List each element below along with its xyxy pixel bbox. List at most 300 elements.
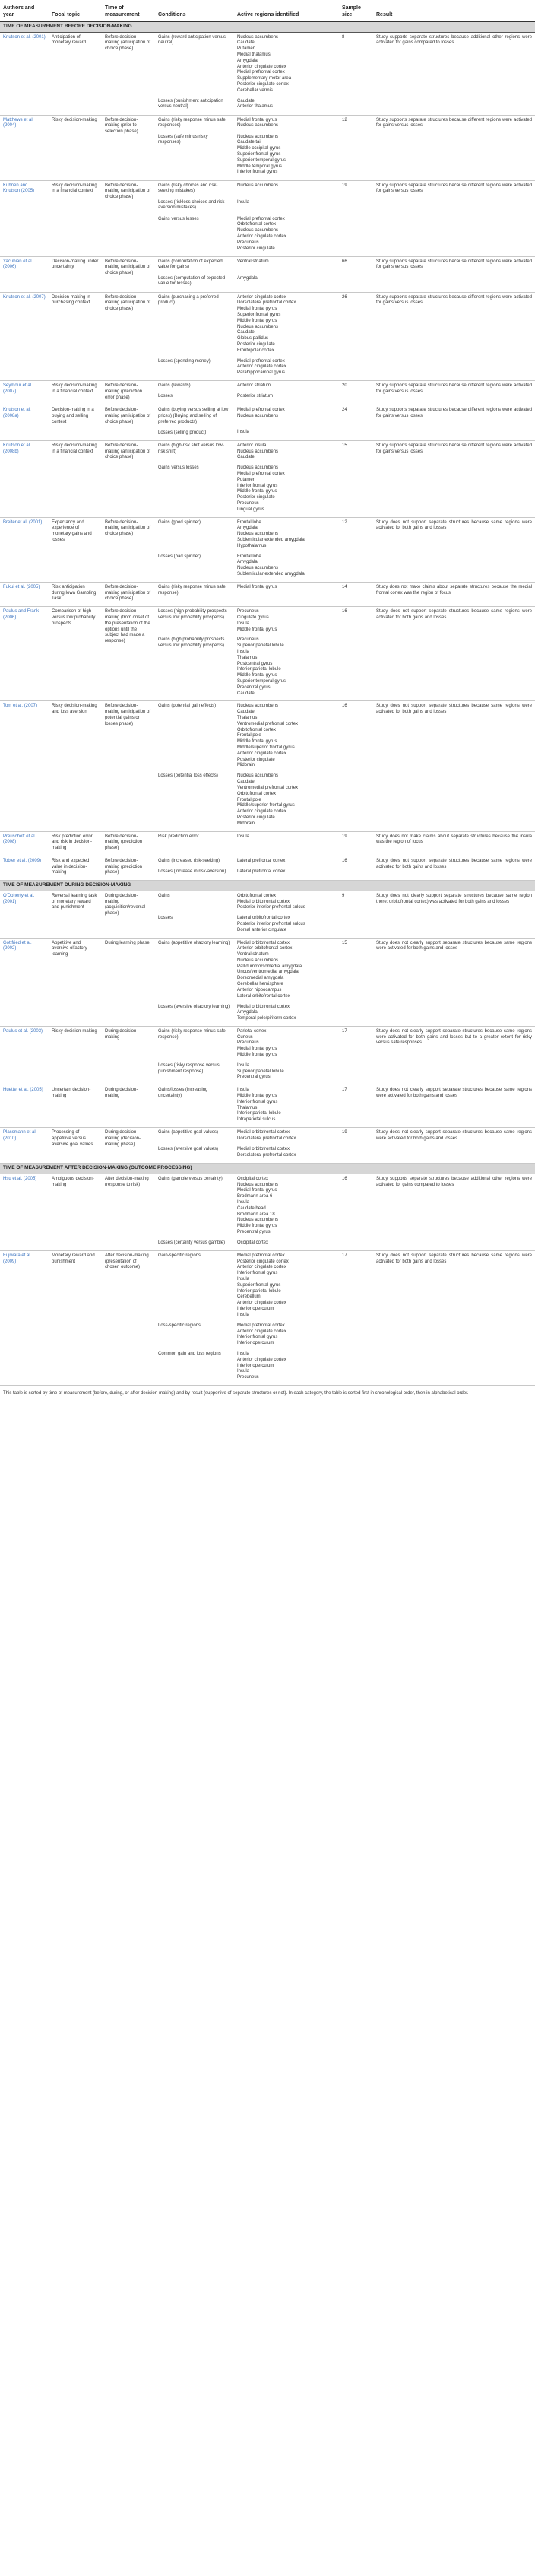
region-item: Cerebellar vermis (237, 87, 274, 93)
table-row (0, 1174, 535, 1250)
region-item: Middle frontal gyrus (237, 1053, 277, 1058)
author-cell: Fujiwara et al. (2009) (0, 1250, 49, 1385)
region-group (237, 1323, 336, 1347)
result-cell: Study does not clearly support separate structures because same regions were activated for both gains and losses but to a greater extent for risky versus safe responses (373, 1026, 535, 1085)
region-item: Orbitofrontal cortex (237, 222, 277, 227)
regions-cell (234, 292, 339, 380)
topic-cell: Risky decision-making and loss aversion (49, 701, 102, 831)
region-item: Amygdala (237, 560, 258, 565)
author-cell: Seymour et al. (2007) (0, 381, 49, 405)
topic-cell: Monetary reward and punishment (49, 1250, 102, 1385)
conditions-cell (155, 938, 234, 1026)
condition-item: Gains (potential gain effects) (158, 704, 217, 709)
author-cell: Tobler et al. (2009) (0, 856, 49, 880)
conditions-cell (155, 1174, 234, 1250)
condition-item: Losses (increase in risk-aversion) (158, 869, 226, 874)
condition-item: Losses (computation of expected value for losses) (158, 275, 226, 287)
region-item: Parietal cortex (237, 1028, 267, 1034)
time-cell: Before decision-making (anticipation of choice phase) (102, 32, 155, 115)
topic-cell: Risk and expected value in decision-making (49, 856, 102, 880)
topic-cell: Uncertain decision-making (49, 1085, 102, 1128)
region-item: Precuneus (237, 500, 259, 506)
region-group (237, 183, 336, 195)
result-cell: Study does not support separate structures because same regions were activated for both gains and losses (373, 856, 535, 880)
region-item: Nucleus accumbens (237, 532, 279, 537)
regions-cell (234, 1174, 339, 1250)
region-group (237, 834, 336, 840)
regions-cell (234, 180, 339, 256)
region-item: Inferior frontal gyrus (237, 483, 278, 488)
conditions-cell (155, 1026, 234, 1085)
table-row (0, 256, 535, 292)
region-item: Ventral striatum (237, 952, 269, 958)
conditions-cell (155, 115, 234, 180)
region-item: Medial frontal gyrus (237, 1047, 277, 1052)
region-item: Medial prefrontal cortex (237, 1253, 285, 1258)
region-group (237, 359, 336, 376)
region-item: Posterior cingulate (237, 495, 275, 500)
region-item: Medial prefrontal cortex (237, 1323, 285, 1328)
region-item: Posterior cingulate (237, 342, 275, 347)
region-item: Anterior cingulate cortex (237, 64, 286, 69)
condition-item: Gains (risky choices and risk-seeking mistakes) (158, 183, 218, 194)
region-item: Precentral gyrus (237, 1229, 271, 1234)
result-cell: Study supports separate structures because different regions were activated for gains versus losses (373, 256, 535, 292)
region-item: Middle frontal gyrus (237, 489, 277, 494)
result-cell: Study supports separate structures because different regions were activated for gains versus losses (373, 292, 535, 380)
region-item: Posterior cingulate cortex (237, 1259, 289, 1264)
author-cell: Hsu et al. (2005) (0, 1174, 49, 1250)
table-row (0, 1128, 535, 1164)
region-item: Putamen (237, 477, 256, 482)
region-item: Insula (237, 1312, 250, 1317)
region-group (237, 118, 336, 130)
region-item: Medial prefrontal cortex (237, 408, 285, 413)
topic-cell: Risky decision-making (49, 1026, 102, 1085)
region-group (237, 408, 336, 425)
section-row (0, 881, 535, 891)
author-cell: Knutson et al. (2008b) (0, 440, 49, 517)
region-item: Inferior parietal lobule (237, 667, 281, 672)
region-item: Anterior orbitofrontal cortex (237, 946, 293, 951)
conditions-cell (155, 582, 234, 606)
region-item: Caudate (237, 330, 255, 335)
region-item: Superior parietal lobule (237, 643, 284, 649)
sample-size-cell: 8 (339, 32, 373, 115)
region-item: Frontal lobe (237, 519, 261, 525)
table-row (0, 381, 535, 405)
region-item: Posterior cingulate (237, 815, 275, 820)
region-group (237, 1253, 336, 1319)
time-cell: During decision-making (decision-making phase) (102, 1128, 155, 1164)
region-item: Nucleus accumbens (237, 183, 279, 188)
condition-item: Gains (158, 893, 170, 898)
region-item: Caudate (237, 98, 255, 103)
table-row (0, 831, 535, 856)
conditions-cell (155, 292, 234, 380)
author-cell: Knutson et al. (2001) (0, 32, 49, 115)
condition-item: Gains (risky response minus safe response) (158, 584, 226, 596)
region-item: Occipital cortex (237, 1240, 269, 1245)
region-item: Supplementary motor area (237, 76, 292, 81)
topic-cell: Decision-making in purchasing context (49, 292, 102, 380)
region-item: Inferior parietal lobule (237, 1111, 281, 1116)
table-row (0, 607, 535, 701)
result-cell: Study supports separate structures because different regions were activated for gains versus losses (373, 180, 535, 256)
region-group (237, 1240, 336, 1247)
condition-item: Gains (risky response minus safe response) (158, 1028, 226, 1040)
region-item: Globus pallidus (237, 336, 269, 341)
region-item: Ventral striatum (237, 259, 269, 264)
region-item: Posterior inferior prefrontal sulcus (237, 905, 305, 910)
table-row (0, 1250, 535, 1385)
region-group (237, 465, 336, 513)
region-group (237, 1088, 336, 1123)
regions-cell (234, 32, 339, 115)
region-item: Superior frontal gyrus (237, 152, 281, 157)
header-time: Time of measurement (102, 0, 155, 22)
result-cell: Study supports separate structures because different regions were activated for gains versus losses (373, 405, 535, 440)
region-group (237, 200, 336, 212)
time-cell: Before decision-making (prediction phase) (102, 856, 155, 880)
author-cell: Tom et al. (2007) (0, 701, 49, 831)
time-cell: After decision-making (response to risk) (102, 1174, 155, 1250)
region-item: Posterior cingulate (237, 757, 275, 762)
result-cell: Study does not clearly support separate structures because same regions were activated for both gains and losses (373, 938, 535, 1026)
result-cell: Study does not support separate structures because same regions were activated for both gains and losses (373, 701, 535, 831)
regions-cell (234, 517, 339, 582)
region-item: Caudate (237, 710, 255, 715)
region-item: Lateral prefrontal cortex (237, 869, 286, 874)
table-header (0, 0, 535, 22)
region-group (237, 894, 336, 911)
region-group (237, 35, 336, 94)
region-group (237, 1005, 336, 1022)
region-item: Inferior frontal gyrus (237, 1271, 278, 1276)
region-item: Precentral gyrus (237, 1075, 271, 1080)
region-item: Superior temporal gyrus (237, 678, 286, 684)
region-item: Pallidum/dorsomedial amygdala (237, 964, 302, 969)
region-item: Caudate (237, 691, 255, 696)
topic-cell: Risky decision-making (49, 115, 102, 180)
region-group (237, 916, 336, 933)
region-item: Insula (237, 621, 250, 626)
region-item: Anterior cingulate cortex (237, 809, 286, 815)
header-result: Result (373, 0, 535, 22)
header-regions: Active regions identified (234, 0, 339, 22)
region-item: Medial frontal gyrus (237, 1188, 277, 1193)
table-row (0, 701, 535, 831)
region-item: Medial prefrontal cortex (237, 471, 285, 476)
region-group (237, 869, 336, 875)
region-item: Nucleus accumbens (237, 134, 279, 139)
region-item: Inferior operculum (237, 1341, 274, 1346)
region-item: Anterior insula (237, 443, 267, 448)
topic-cell: Decision-making under uncertainty (49, 256, 102, 292)
region-group (237, 99, 336, 111)
author-cell: Breiter et al. (2001) (0, 517, 49, 582)
conditions-cell (155, 517, 234, 582)
time-cell: Before decision-making (prior to selection phase) (102, 115, 155, 180)
region-item: Inferior operculum (237, 1363, 274, 1368)
table-row (0, 517, 535, 582)
region-item: Sublenticular extended amygdala (237, 571, 305, 577)
condition-item: Losses (selling product) (158, 430, 207, 435)
section-row (0, 1164, 535, 1174)
region-item: Middle frontal gyrus (237, 318, 277, 323)
region-item: Nucleus accumbens (237, 1218, 279, 1223)
region-item: Dorsolateral prefrontal cortex (237, 300, 296, 306)
region-item: Anterior hippocampus (237, 987, 282, 993)
region-item: Amygdala (237, 1010, 258, 1015)
region-item: Middle frontal gyrus (237, 1094, 277, 1099)
result-cell: Study does not support separate structures because same regions were activated for both gains and losses (373, 1250, 535, 1385)
sample-size-cell: 15 (339, 440, 373, 517)
region-item: Uncus/ventromedial amygdala (237, 970, 299, 975)
table-row (0, 1026, 535, 1085)
region-item: Dorsolateral prefrontal cortex (237, 1153, 296, 1158)
topic-cell: Risk prediction error and risk in decision-making (49, 831, 102, 856)
section-row (0, 22, 535, 32)
region-item: Superior parietal lobule (237, 1069, 284, 1074)
region-item: Superior frontal gyrus (237, 313, 281, 318)
region-group (237, 1029, 336, 1059)
conditions-cell (155, 180, 234, 256)
condition-item: Gains (high-risk shift versus low-risk shift) (158, 443, 224, 454)
region-item: Middle frontal gyrus (237, 673, 277, 678)
region-item: Dorsolateral prefrontal cortex (237, 1136, 296, 1142)
conditions-cell (155, 891, 234, 938)
header-author: Authors and year (0, 0, 49, 22)
regions-cell (234, 1250, 339, 1385)
region-item: Insula (237, 1088, 250, 1093)
result-cell: Study supports separate structures because different regions were activated for gains versus losses (373, 381, 535, 405)
table-row (0, 32, 535, 115)
author-cell: Gottfried et al. (2002) (0, 938, 49, 1026)
region-item: Insula (237, 649, 250, 654)
condition-item: Risk prediction error (158, 834, 199, 839)
condition-item: Losses (punishment anticipation versus neutral) (158, 98, 223, 110)
region-item: Precuneus (237, 637, 259, 643)
region-group (237, 1352, 336, 1381)
region-item: Nucleus accumbens (237, 324, 279, 329)
region-group (237, 609, 336, 633)
topic-cell: Reversal learning task of monetary reward and punishment (49, 891, 102, 938)
region-item: Cingulate gyrus (237, 615, 269, 620)
region-item: Nucleus accumbens (237, 449, 279, 454)
result-cell: Study supports separate structures because additional other regions were activated for gains compared to losses (373, 32, 535, 115)
region-group (237, 941, 336, 1000)
region-item: Caudate (237, 455, 255, 460)
condition-item: Common gain and loss regions (158, 1351, 221, 1356)
region-group (237, 443, 336, 461)
table-row (0, 115, 535, 180)
region-item: Middle occipital gyrus (237, 146, 281, 151)
region-group (237, 1063, 336, 1081)
condition-item: Gains (good spinner) (158, 519, 201, 525)
section-title: TIME OF MEASUREMENT AFTER DECISION-MAKING (OUTCOME PROCESSING) (0, 1164, 535, 1174)
result-cell: Study supports separate structures because different regions were activated for gains versus losses (373, 440, 535, 517)
conditions-cell (155, 256, 234, 292)
region-item: Medial orbitofrontal cortex (237, 899, 290, 904)
region-item: Posterior cingulate cortex (237, 82, 289, 87)
region-item: Insula (237, 1062, 250, 1068)
region-item: Medial prefrontal cortex (237, 358, 285, 364)
time-cell: Before decision-making (anticipation of choice phase) (102, 517, 155, 582)
condition-item: Loss-specific regions (158, 1323, 201, 1328)
region-item: Temporal pole/piriform cortex (237, 1016, 296, 1021)
region-item: Superior temporal gyrus (237, 157, 286, 163)
region-item: Precuneus (237, 240, 259, 245)
region-item: Dorsal anterior cingulate (237, 927, 287, 932)
region-item: Posterior striatum (237, 394, 274, 399)
region-item: Precuneus (237, 1375, 259, 1380)
region-item: Ventromedial prefrontal cortex (237, 785, 299, 790)
region-group (237, 394, 336, 400)
region-item: Dorsomedial amygdala (237, 976, 284, 981)
result-cell: Study does not support separate structures because same regions were activated for both gains and losses (373, 607, 535, 701)
condition-item: Losses (safe minus risky responses) (158, 134, 208, 145)
condition-item: Gains (rewards) (158, 383, 191, 389)
region-item: Caudate (237, 780, 255, 785)
condition-item: Gains (increased risk-seeking) (158, 858, 220, 863)
author-cell: Preuschoff et al. (2008) (0, 831, 49, 856)
sample-size-cell: 19 (339, 180, 373, 256)
regions-cell (234, 256, 339, 292)
condition-item: Losses (risky response versus punishment response) (158, 1062, 220, 1074)
region-item: Anterior cingulate cortex (237, 234, 286, 240)
region-item: Insula (237, 1351, 250, 1356)
sample-size-cell: 24 (339, 405, 373, 440)
region-item: Brodmann area 18 (237, 1212, 275, 1217)
region-item: Cuneus (237, 1034, 253, 1040)
conditions-cell (155, 440, 234, 517)
region-group (237, 135, 336, 176)
region-item: Insula (237, 834, 250, 839)
topic-cell: Decision-making in a buying and selling context (49, 405, 102, 440)
author-cell: Fukui et al. (2005) (0, 582, 49, 606)
region-item: Posterior inferior prefrontal sulcus (237, 921, 305, 926)
topic-cell: Processing of appetitive versus aversive goal values (49, 1128, 102, 1164)
sample-size-cell: 12 (339, 115, 373, 180)
topic-cell: Risky decision-making in a financial context (49, 440, 102, 517)
condition-item: Losses (bad spinner) (158, 554, 201, 559)
time-cell: Before decision-making (prediction error phase) (102, 381, 155, 405)
region-group (237, 276, 336, 288)
author-cell: Knutson et al. (2008a) (0, 405, 49, 440)
region-item: Frontal lobe (237, 554, 261, 559)
region-item: Medial frontal gyrus (237, 307, 277, 312)
region-item: Nucleus accumbens (237, 1182, 279, 1187)
region-item: Putamen (237, 46, 256, 52)
sample-size-cell: 9 (339, 891, 373, 938)
regions-cell (234, 701, 339, 831)
condition-item: Losses (certainty versus gamble) (158, 1240, 226, 1245)
sample-size-cell: 19 (339, 1128, 373, 1164)
time-cell: Before decision-making (anticipation of choice phase) (102, 180, 155, 256)
region-item: Medial prefrontal cortex (237, 216, 285, 221)
regions-cell (234, 938, 339, 1026)
regions-cell (234, 405, 339, 440)
region-group (237, 383, 336, 389)
region-item: Medial orbitofrontal cortex (237, 1004, 290, 1009)
region-item: Medial thalamus (237, 52, 271, 58)
header-conditions: Conditions (155, 0, 234, 22)
region-item: Precuneus (237, 1040, 259, 1046)
region-item: Anterior cingulate cortex (237, 1357, 286, 1362)
topic-cell: Risky decision-making in a financial context (49, 180, 102, 256)
table-body (0, 22, 535, 1386)
header-size: Sample size (339, 0, 373, 22)
condition-item: Gains (appetitive olfactory learning) (158, 940, 230, 945)
region-group (237, 259, 336, 272)
region-item: Parahippocampal gyrus (237, 370, 286, 376)
conditions-cell (155, 405, 234, 440)
section-title: TIME OF MEASUREMENT DURING DECISION-MAKING (0, 881, 535, 891)
conditions-cell (155, 856, 234, 880)
region-item: Lingual gyrus (237, 507, 264, 512)
result-cell: Study does not support separate structures because same regions were activated for both gains and losses (373, 517, 535, 582)
sample-size-cell: 14 (339, 582, 373, 606)
region-item: Medial frontal gyrus (237, 584, 277, 589)
regions-cell (234, 1085, 339, 1128)
condition-item: Gains (appetitive goal values) (158, 1130, 219, 1136)
conditions-cell (155, 32, 234, 115)
region-item: Inferior frontal gyrus (237, 1335, 278, 1340)
region-group (237, 295, 336, 354)
region-item: Cerebellar hemisphere (237, 982, 283, 987)
region-group (237, 773, 336, 827)
region-item: Nucleus accumbens (237, 228, 279, 233)
regions-cell (234, 607, 339, 701)
condition-item: Losses (aversive olfactory learning) (158, 1004, 230, 1009)
time-cell: Before decision-making (from onset of the presentation of the options until the subject had made a response) (102, 607, 155, 701)
time-cell: During decision-making (acquisition/reversal phase) (102, 891, 155, 938)
regions-cell (234, 1026, 339, 1085)
regions-cell (234, 440, 339, 517)
topic-cell: Comparison of high versus low probability prospects (49, 607, 102, 701)
condition-item: Gain-specific regions (158, 1253, 201, 1258)
region-item: Intraparietal sulcus (237, 1117, 276, 1123)
region-item: Insula (237, 1369, 250, 1374)
sample-size-cell: 16 (339, 856, 373, 880)
region-item: Inferior parietal lobule (237, 1288, 281, 1294)
region-item: Medial orbitofrontal cortex (237, 940, 290, 945)
time-cell: Before decision-making (anticipation of choice phase) (102, 582, 155, 606)
region-item: Orbitofrontal cortex (237, 727, 277, 732)
region-item: Frontopolar cortex (237, 348, 274, 353)
region-item: Thalamus (237, 715, 258, 720)
topic-cell: Appetitive and aversive olfactory learning (49, 938, 102, 1026)
topic-cell: Expectancy and experience of monetary gains and losses (49, 517, 102, 582)
region-item: Nucleus accumbens (237, 566, 279, 571)
topic-cell: Risk anticipation during Iowa Gambling Task (49, 582, 102, 606)
region-item: Orbitofrontal cortex (237, 791, 277, 796)
region-item: Anterior cingulate cortex (237, 1265, 286, 1270)
region-item: Precuneus (237, 609, 259, 615)
region-item: Insula (237, 430, 250, 435)
table-row (0, 1085, 535, 1128)
author-cell: Huettel et al. (2005) (0, 1085, 49, 1128)
condition-item: Losses (spending money) (158, 358, 211, 364)
region-item: Cerebellum (237, 1294, 261, 1300)
table-row (0, 440, 535, 517)
time-cell: Before decision-making (anticipation of choice phase) (102, 256, 155, 292)
sample-size-cell: 19 (339, 831, 373, 856)
conditions-cell (155, 1250, 234, 1385)
region-item: Medial orbitofrontal cortex (237, 1130, 290, 1136)
region-item: Medial prefrontal cortex (237, 70, 285, 75)
